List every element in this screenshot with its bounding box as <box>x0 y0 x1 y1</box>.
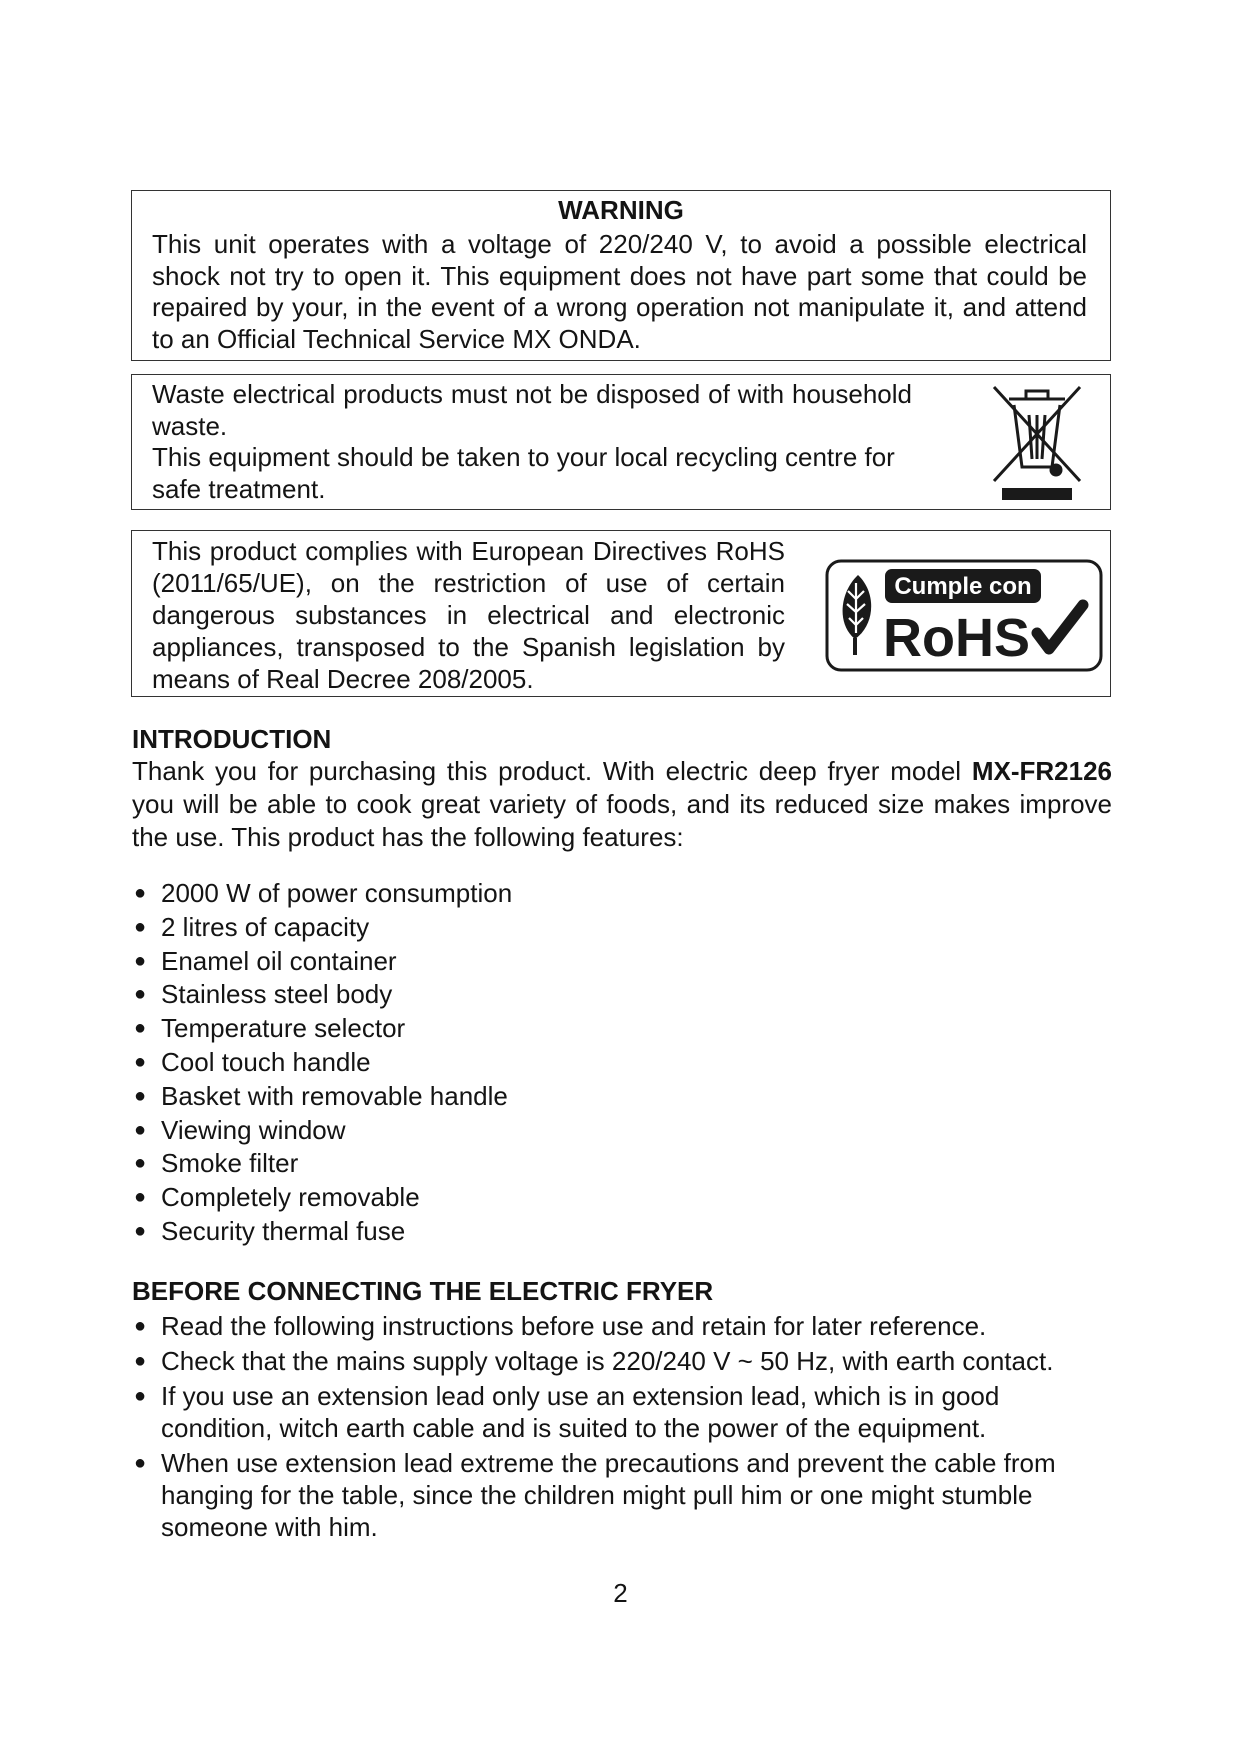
waste-disposal-line-1: Waste electrical products must not be disposed of with household waste. <box>152 379 912 441</box>
waste-disposal-line-2: This equipment should be taken to your local recycling centre for safe treatment. <box>152 442 895 504</box>
feature-text: Smoke filter <box>161 1148 299 1179</box>
rohs-logo-top-text: Cumple con <box>894 573 1032 600</box>
model-number: MX-FR2126 <box>971 756 1112 786</box>
feature-text: 2000 W of power consumption <box>161 878 513 908</box>
feature-text: Stainless steel body <box>161 979 393 1010</box>
bullet-icon: ● <box>134 983 147 1006</box>
bullet-icon: ● <box>134 1050 147 1073</box>
list-item <box>132 1380 1112 1444</box>
warning-title: WARNING <box>558 195 684 225</box>
crossed-wheelie-bin-icon <box>982 381 1092 501</box>
bullet-icon: ● <box>134 1152 147 1175</box>
feature-list <box>132 877 512 1249</box>
list-item <box>132 1310 1112 1342</box>
before-connecting-heading: BEFORE CONNECTING THE ELECTRIC FRYER <box>132 1276 714 1306</box>
bullet-icon: ● <box>134 1385 147 1407</box>
bullet-icon: ● <box>134 1118 147 1141</box>
waste-disposal-box <box>131 374 1111 510</box>
bullet-icon: ● <box>134 1350 147 1372</box>
list-item <box>132 877 512 911</box>
feature-text: Completely removable <box>161 1182 420 1213</box>
list-item <box>132 1080 512 1114</box>
list-item <box>132 1147 512 1181</box>
bullet-icon: ● <box>134 949 147 972</box>
waste-disposal-text <box>152 379 912 505</box>
feature-text: Security thermal fuse <box>161 1215 406 1246</box>
instruction-text: Read the following instructions before use and retain for later reference. <box>161 1311 987 1341</box>
feature-text: Temperature selector <box>161 1013 406 1044</box>
bullet-icon: ● <box>134 1452 147 1474</box>
list-item <box>132 1181 512 1215</box>
feature-text: Enamel oil container <box>161 945 397 976</box>
warning-text: This unit operates with a voltage of 220/240 V, to avoid a possible electrical shock not try to open it. This equipment does not have part some that could be repaired by your, in the event of a wrong operation not manipulate it, and attend to an Official Technical Service MX ONDA. <box>152 229 1087 354</box>
bullet-icon: ● <box>134 1219 147 1242</box>
bullet-icon: ● <box>134 882 147 904</box>
rohs-compliance-box <box>131 530 1111 697</box>
introduction-heading: INTRODUCTION <box>132 724 332 754</box>
bullet-icon: ● <box>134 1017 147 1040</box>
list-item <box>132 1345 1112 1377</box>
rohs-logo-main-text: RoHS <box>883 608 1030 668</box>
introduction-text-end: you will be able to cook great variety of foods, and its reduced size makes improve the use. This product has the following features: <box>132 789 1112 852</box>
list-item <box>132 945 512 979</box>
rohs-logo <box>825 559 1103 672</box>
feature-text: Cool touch handle <box>161 1046 371 1077</box>
introduction-text <box>132 755 1112 854</box>
introduction-text-start: Thank you for purchasing this product. With electric deep fryer model <box>132 756 972 786</box>
instruction-text: Check that the mains supply voltage is 220/240 V ~ 50 Hz, with earth contact. <box>161 1346 1054 1376</box>
rohs-compliance-text: This product complies with European Directives RoHS (2011/65/UE), on the restriction of use of certain dangerous substances in electrical and electronic appliances, transposed to the Spanish legislation by means of Real Decree 208/2005. <box>152 536 785 694</box>
bullet-icon: ● <box>134 1084 147 1107</box>
instruction-text: When use extension lead extreme the precautions and prevent the cable from hanging for the table, since the children might pull him or one might stumble someone with him. <box>161 1448 1056 1542</box>
list-item <box>132 911 512 945</box>
page-number: 2 <box>613 1578 628 1608</box>
feature-text: Basket with removable handle <box>161 1080 508 1111</box>
list-item <box>132 978 512 1012</box>
list-item <box>132 1215 512 1249</box>
feature-text: Viewing window <box>161 1114 346 1145</box>
instruction-text: If you use an extension lead only use an extension lead, which is in good condition, witch earth cable and is suited to the power of the equipment. <box>161 1381 1000 1443</box>
list-item <box>132 1447 1112 1543</box>
warning-box <box>131 190 1111 361</box>
bullet-icon: ● <box>134 1315 147 1337</box>
feature-text: 2 litres of capacity <box>161 911 370 942</box>
list-item <box>132 1114 512 1148</box>
before-connecting-list <box>132 1310 1112 1546</box>
bullet-icon: ● <box>134 915 147 938</box>
list-item <box>132 1012 512 1046</box>
bullet-icon: ● <box>134 1186 147 1209</box>
list-item <box>132 1046 512 1080</box>
